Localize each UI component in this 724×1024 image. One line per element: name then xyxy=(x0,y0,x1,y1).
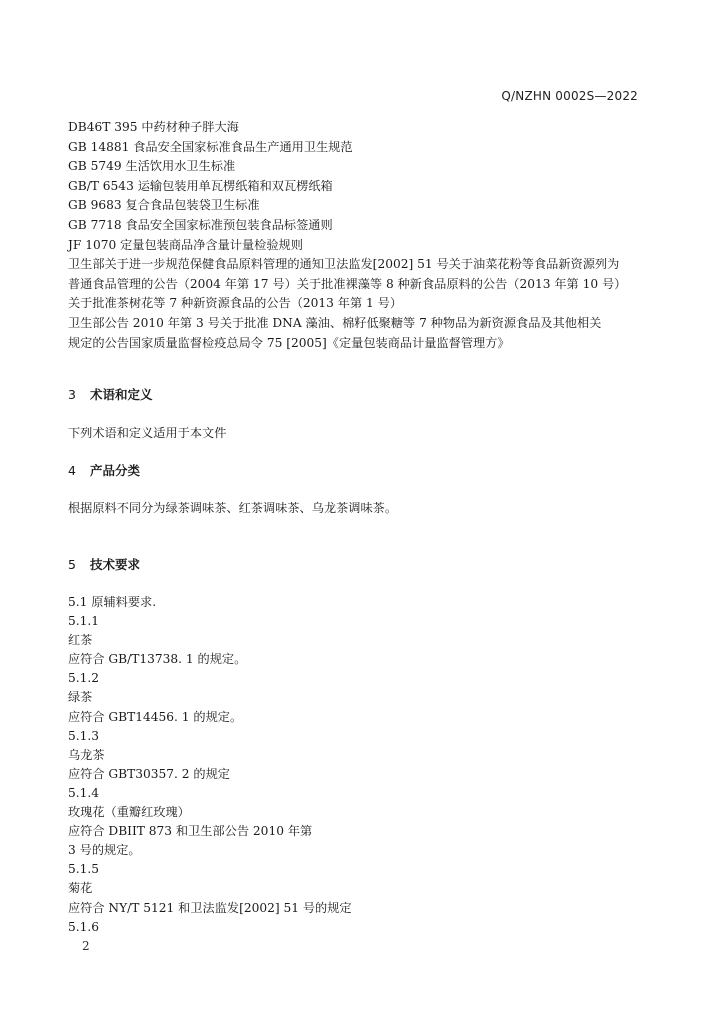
requirement-line: 应符合 GB/T13738. 1 的规定。 xyxy=(68,652,247,667)
reference-line: GB 9683 复合食品包装袋卫生标准 xyxy=(68,198,260,213)
section-number: 4 xyxy=(68,463,76,478)
requirement-line: 5.1 原辅料要求. xyxy=(68,595,157,609)
normative-references xyxy=(68,118,668,353)
reference-line: DB46T 395 中药材种子胖大海 xyxy=(68,120,239,134)
requirement-line: 玫瑰花（重瓣红玫瑰） xyxy=(68,805,190,820)
reference-line: 卫生部关于进一步规范保健食品原料管理的通知卫法监发[2002] 51 号关于油菜花粉等食品新资源列为 xyxy=(68,257,620,272)
requirement-line: 应符合 GBT30357. 2 的规定 xyxy=(68,766,230,781)
section-number: 3 xyxy=(68,387,76,402)
requirement-line: 5.1.4 xyxy=(68,785,100,800)
requirement-line: 应符合 NY/T 5121 和卫法监发[2002] 51 号的规定 xyxy=(68,900,352,915)
section-title: 术语和定义 xyxy=(90,387,153,402)
requirement-line: 5.1.2 xyxy=(68,671,100,686)
section-title: 技术要求 xyxy=(90,557,141,572)
reference-line: 关于批准茶树花等 7 种新资源食品的公告（2013 年第 1 号） xyxy=(68,296,403,311)
requirement-line: 应符合 GBT14456. 1 的规定。 xyxy=(68,709,243,724)
reference-line: GB/T 6543 运输包装用单瓦楞纸箱和双瓦楞纸箱 xyxy=(68,178,333,193)
reference-line: GB 7718 食品安全国家标准预包装食品标签通则 xyxy=(68,217,333,232)
reference-line: 普通食品管理的公告（2004 年第 17 号）关于批准裸藻等 8 种新食品原料的公告（2013 年第 10 号） xyxy=(68,276,627,291)
requirement-line: 3 号的规定。 xyxy=(68,843,141,858)
page-number: 2 xyxy=(82,939,90,953)
section-heading-requirements xyxy=(68,555,140,573)
requirement-line: 5.1.5 xyxy=(68,862,100,877)
requirement-line: 红茶 xyxy=(68,633,93,648)
requirement-line: 菊花 xyxy=(68,881,93,896)
reference-line: 卫生部公告 2010 年第 3 号关于批准 DNA 藻油、棉籽低聚糖等 7 种物品为新资源食品及其他相关 xyxy=(68,315,602,330)
requirement-line: 5.1.3 xyxy=(68,728,100,743)
requirement-line: 5.1.1 xyxy=(68,614,100,629)
reference-line: JF 1070 定量包装商品净含量计量检验规则 xyxy=(68,237,303,252)
reference-line: GB 5749 生活饮用水卫生标准 xyxy=(68,159,236,174)
section-title: 产品分类 xyxy=(90,463,141,478)
requirement-line: 绿茶 xyxy=(68,690,93,705)
requirement-line: 乌龙茶 xyxy=(68,747,105,762)
requirement-line: 5.1.6 xyxy=(68,919,100,934)
section-classification-text: 根据原料不同分为绿茶调味茶、红茶调味茶、乌龙茶调味茶。 xyxy=(68,501,398,515)
section-heading-terms xyxy=(68,385,153,403)
section-terms-text: 下列术语和定义适用于本文件 xyxy=(68,426,227,440)
requirements-list xyxy=(68,593,668,937)
requirement-line: 应符合 DBIIT 873 和卫生部公告 2010 年第 xyxy=(68,824,313,839)
section-heading-classification xyxy=(68,461,140,479)
reference-line: GB 14881 食品安全国家标准食品生产通用卫生规范 xyxy=(68,139,353,154)
document-code: Q/NZHN 0002S—2022 xyxy=(501,89,638,103)
reference-line: 规定的公告国家质量监督检疫总局令 75 [2005]《定量包装商品计量监督管理方》 xyxy=(68,335,510,350)
section-number: 5 xyxy=(68,557,76,572)
